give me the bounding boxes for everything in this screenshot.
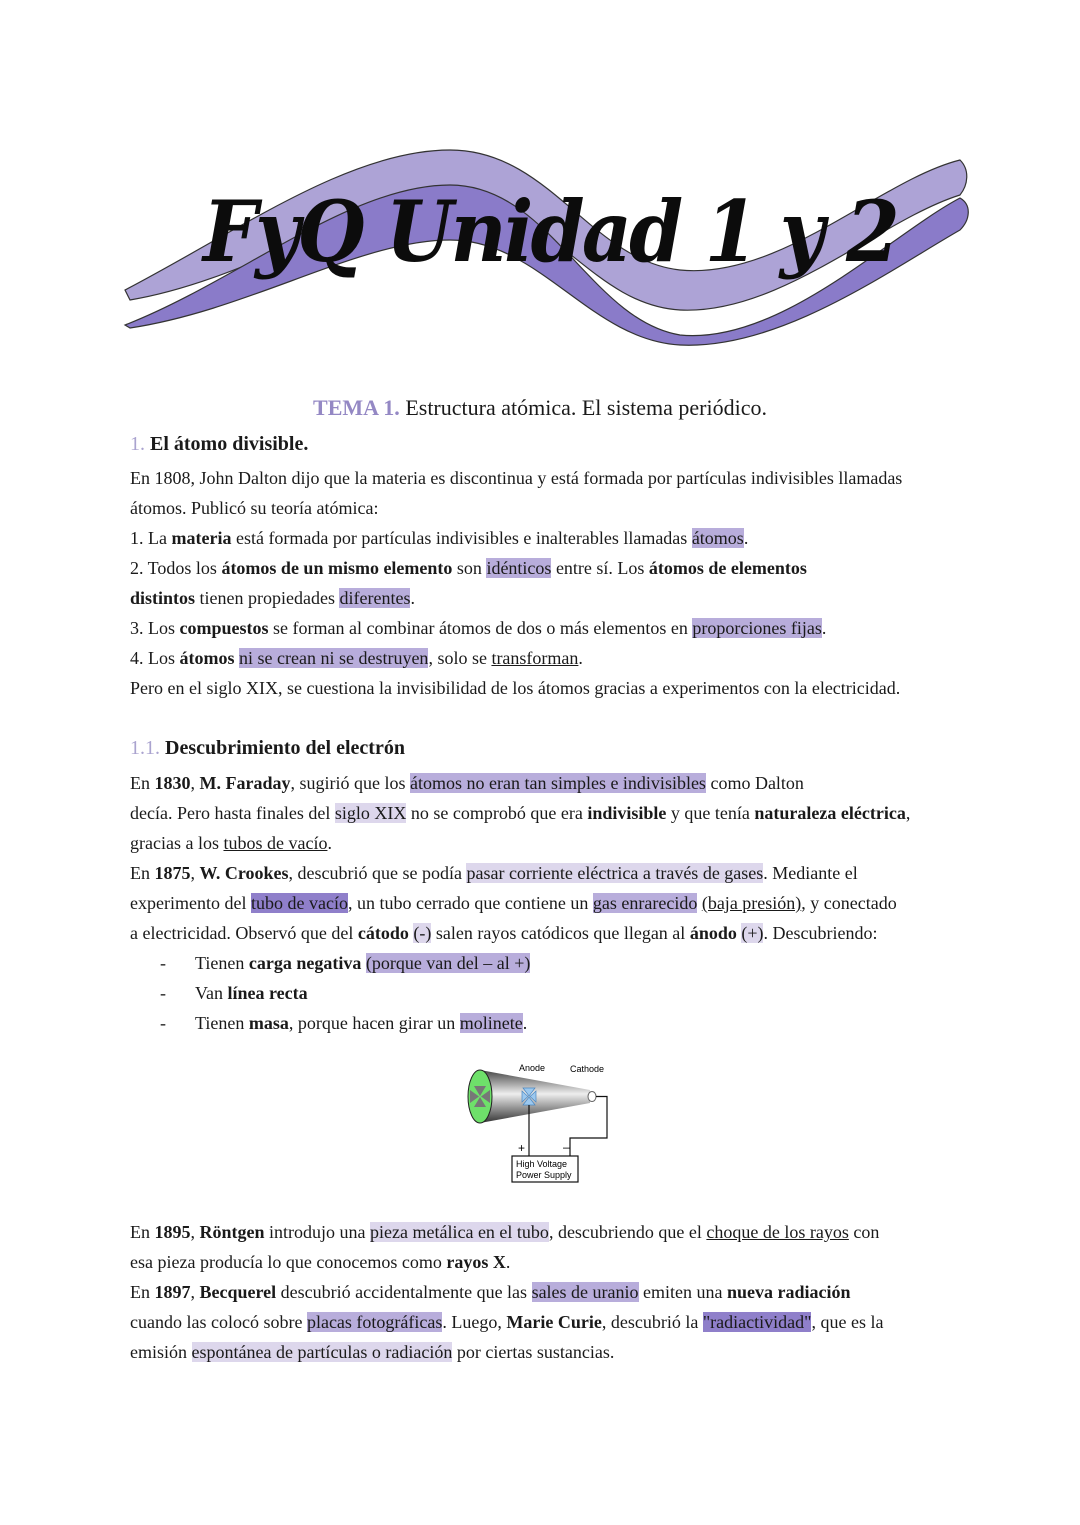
highlight-light: espontánea de partículas o radiación bbox=[191, 1342, 453, 1362]
title-banner bbox=[120, 140, 980, 360]
text-line bbox=[130, 918, 910, 948]
underlined-text: (baja presión) bbox=[701, 893, 802, 913]
text-line bbox=[130, 463, 902, 493]
highlight-medium: placas fotográficas bbox=[306, 1312, 443, 1332]
text-run: , bbox=[905, 803, 911, 823]
text-run: salen rayos catódicos que llegan al bbox=[431, 923, 690, 943]
highlight-light: (-) bbox=[413, 923, 432, 943]
text-line bbox=[130, 1307, 883, 1337]
bold-text: M. Faraday bbox=[199, 773, 291, 793]
supply-label-line1: High Voltage bbox=[516, 1159, 568, 1169]
text-run: . bbox=[410, 588, 415, 608]
text-run: gracias a los bbox=[130, 833, 224, 853]
text-line bbox=[130, 828, 910, 858]
text-run: cuando las colocó sobre bbox=[130, 1312, 307, 1332]
text-run: , sugirió que los bbox=[290, 773, 410, 793]
section-title: Descubrimiento del electrón bbox=[160, 737, 405, 759]
underlined-text: choque de los rayos bbox=[706, 1222, 849, 1242]
highlight-medium: molinete bbox=[459, 1013, 523, 1033]
text-run: . bbox=[578, 648, 583, 668]
text-run: , un tubo cerrado que contiene un bbox=[347, 893, 593, 913]
section-number: 1. bbox=[130, 433, 145, 455]
text-run: Van bbox=[195, 983, 228, 1003]
highlight-medium: ni se crean ni se destruyen bbox=[239, 648, 429, 668]
bold-text: ánodo bbox=[689, 923, 737, 943]
paragraph-xrays-radioactivity bbox=[130, 1217, 883, 1367]
text-run: son bbox=[452, 558, 487, 578]
bold-text: 1830 bbox=[154, 773, 191, 793]
text-run: decía. Pero hasta finales del bbox=[130, 803, 335, 823]
text-line bbox=[130, 1277, 883, 1307]
text-run: descubrió accidentalmente que las bbox=[276, 1282, 532, 1302]
text-run: En 1808, John Dalton dijo que la materia es discontinua y está formada por partículas indivisibles llamadas bbox=[130, 468, 903, 488]
text-line bbox=[130, 613, 902, 643]
text-run: átomos. Publicó su teoría atómica: bbox=[130, 498, 379, 518]
text-line bbox=[130, 1337, 883, 1367]
underlined-text: transforman bbox=[491, 648, 579, 668]
bold-text: carga negativa bbox=[248, 953, 362, 973]
bold-text: cátodo bbox=[357, 923, 409, 943]
text-run: introdujo una bbox=[264, 1222, 371, 1242]
text-run: como Dalton bbox=[705, 773, 804, 793]
highlight-medium: diferentes bbox=[339, 588, 411, 608]
text-run: 1. La bbox=[130, 528, 172, 548]
highlight-light: siglo XIX bbox=[334, 803, 407, 823]
highlight-medium: gas enrarecido bbox=[592, 893, 698, 913]
text-line bbox=[130, 673, 902, 703]
text-run: tienen propiedades bbox=[195, 588, 340, 608]
banner-title: FyQ Unidad 1 y 2 bbox=[202, 182, 898, 281]
text-run: con bbox=[848, 1222, 880, 1242]
text-run: entre sí. Los bbox=[551, 558, 649, 578]
bold-text: átomos de elementos bbox=[648, 558, 807, 578]
text-line bbox=[130, 1217, 883, 1247]
text-run: . bbox=[327, 833, 332, 853]
text-line bbox=[130, 583, 902, 613]
bold-text: 1875 bbox=[154, 863, 191, 883]
highlight-light: (+) bbox=[741, 923, 764, 943]
highlight-light: pieza metálica en el tubo bbox=[370, 1222, 549, 1242]
text-run: En bbox=[130, 1222, 155, 1242]
text-run: Tienen bbox=[195, 1013, 249, 1033]
section-heading-1 bbox=[130, 433, 308, 456]
text-run: , descubrió que se podía bbox=[288, 863, 467, 883]
minus-label: – bbox=[563, 1140, 570, 1154]
paragraph-electron bbox=[130, 768, 910, 948]
text-run: 3. Los bbox=[130, 618, 180, 638]
supply-label-line2: Power Supply bbox=[516, 1170, 572, 1180]
cathode-ray-tube-diagram bbox=[460, 1058, 630, 1188]
text-line bbox=[130, 553, 902, 583]
text-run: 2. Todos los bbox=[130, 558, 222, 578]
text-run: . Luego, bbox=[442, 1312, 507, 1332]
section-title: El átomo divisible. bbox=[145, 433, 309, 455]
text-line bbox=[130, 768, 910, 798]
highlight-dark: tubo de vacío bbox=[250, 893, 348, 913]
highlight-medium: sales de uranio bbox=[531, 1282, 639, 1302]
anode-label: Anode bbox=[519, 1063, 546, 1073]
text-run: . bbox=[821, 618, 827, 638]
text-run: . Descubriendo: bbox=[763, 923, 878, 943]
underlined-text: tubos de vacío bbox=[223, 833, 328, 853]
bold-text: rayos X bbox=[446, 1252, 506, 1272]
text-run: , descubriendo que el bbox=[548, 1222, 707, 1242]
text-run: está formada por partículas indivisibles e inalterables llamadas bbox=[231, 528, 692, 548]
highlight-medium: idénticos bbox=[486, 558, 552, 578]
text-line bbox=[130, 798, 910, 828]
bold-text: átomos bbox=[179, 648, 235, 668]
bold-text: línea recta bbox=[227, 983, 308, 1003]
bold-text: nueva radiación bbox=[727, 1282, 851, 1302]
list-item bbox=[130, 948, 530, 978]
list-item bbox=[130, 978, 530, 1008]
section-heading-1-1 bbox=[130, 737, 405, 760]
text-line bbox=[130, 858, 910, 888]
text-run: . bbox=[743, 528, 749, 548]
bold-text: distintos bbox=[130, 588, 196, 608]
section-number: 1.1. bbox=[130, 737, 160, 759]
paragraph-dalton bbox=[130, 463, 902, 703]
bold-text: 1895 bbox=[154, 1222, 191, 1242]
cathode-label: Cathode bbox=[570, 1064, 605, 1074]
highlight-medium: átomos no eran tan simples e indivisibles bbox=[409, 773, 706, 793]
text-run: En bbox=[130, 1282, 155, 1302]
bold-text: indivisible bbox=[587, 803, 667, 823]
bold-text: naturaleza eléctrica bbox=[754, 803, 906, 823]
highlight-medium: (porque van del – al +) bbox=[365, 953, 531, 973]
bold-text: compuestos bbox=[179, 618, 269, 638]
text-run: , bbox=[190, 1282, 200, 1302]
text-run: , que es la bbox=[811, 1312, 884, 1332]
text-run: . Mediante el bbox=[763, 863, 858, 883]
highlight-medium: átomos bbox=[691, 528, 744, 548]
text-run: 4. Los bbox=[130, 648, 180, 668]
text-run: por ciertas sustancias. bbox=[452, 1342, 615, 1362]
text-run: experimento del bbox=[130, 893, 251, 913]
text-run: se forman al combinar átomos de dos o más elementos en bbox=[268, 618, 693, 638]
topic-title bbox=[0, 395, 1080, 421]
text-line bbox=[130, 523, 902, 553]
text-run: Tienen bbox=[195, 953, 249, 973]
text-run: , porque hacen girar un bbox=[288, 1013, 460, 1033]
text-run: , y conectado bbox=[801, 893, 897, 913]
bold-text: 1897 bbox=[154, 1282, 191, 1302]
text-run: , bbox=[190, 773, 200, 793]
text-run: . bbox=[522, 1013, 528, 1033]
text-run: En bbox=[130, 773, 155, 793]
text-run: , descubrió la bbox=[601, 1312, 703, 1332]
text-run: En bbox=[130, 863, 155, 883]
text-run: . bbox=[505, 1252, 511, 1272]
text-run: y que tenía bbox=[666, 803, 755, 823]
text-run: esa pieza producía lo que conocemos como bbox=[130, 1252, 447, 1272]
bullet-list bbox=[130, 948, 530, 1038]
text-run: Pero en el siglo XIX, se cuestiona la invisibilidad de los átomos gracias a experimentos con la electricidad. bbox=[130, 678, 901, 698]
text-line bbox=[130, 493, 902, 523]
highlight-dark: "radiactividad" bbox=[702, 1312, 812, 1332]
bold-text: Röntgen bbox=[199, 1222, 265, 1242]
text-line bbox=[130, 888, 910, 918]
text-run: emiten una bbox=[638, 1282, 728, 1302]
text-line bbox=[130, 643, 902, 673]
bold-text: W. Crookes bbox=[199, 863, 289, 883]
topic-number: TEMA 1. bbox=[313, 395, 400, 420]
bold-text: materia bbox=[171, 528, 232, 548]
text-run: , bbox=[190, 1222, 200, 1242]
text-run: , bbox=[190, 863, 200, 883]
bold-text: Marie Curie bbox=[506, 1312, 602, 1332]
text-line bbox=[130, 1247, 883, 1277]
highlight-medium: proporciones fijas bbox=[692, 618, 822, 638]
list-item bbox=[130, 1008, 530, 1038]
highlight-light: pasar corriente eléctrica a través de gases bbox=[466, 863, 764, 883]
topic-text: Estructura atómica. El sistema periódico. bbox=[399, 395, 767, 420]
bold-text: átomos de un mismo elemento bbox=[221, 558, 453, 578]
plus-label: + bbox=[518, 1141, 526, 1155]
bold-text: Becquerel bbox=[199, 1282, 277, 1302]
text-run: a electricidad. Observó que del bbox=[130, 923, 358, 943]
bold-text: masa bbox=[248, 1013, 289, 1033]
text-run: , solo se bbox=[428, 648, 492, 668]
text-run: no se comprobó que era bbox=[406, 803, 588, 823]
text-run: emisión bbox=[130, 1342, 192, 1362]
